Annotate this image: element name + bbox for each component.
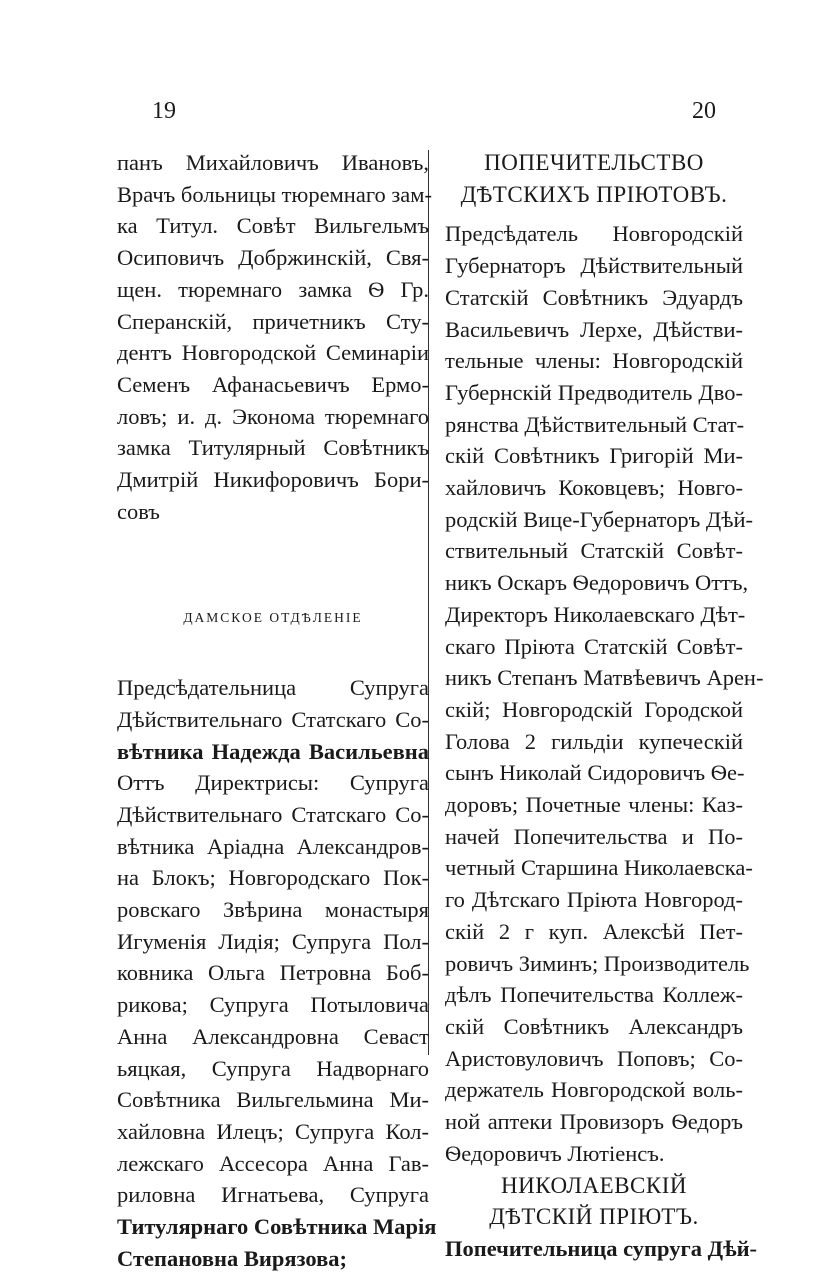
text-line: Предсѣдательница Супруга	[117, 675, 429, 701]
page-number-right: 20	[692, 98, 716, 124]
text-line: доровъ; Почетные члены: Каз-	[445, 792, 743, 818]
text-line: Губернаторъ Дѣйствительный	[445, 253, 743, 279]
text-line: ловъ; и. д. Эконома тюремнаго	[117, 403, 429, 429]
text-line: Совѣтника Вильгельмина Ми-	[117, 1087, 429, 1113]
text-line: ствительный Статскій Совѣт-	[445, 538, 743, 564]
text-line: ной аптеки Провизоръ Ѳедоръ	[445, 1109, 743, 1135]
text-line: ровичъ Зиминъ; Производитель	[445, 950, 750, 976]
text-line: никъ Степанъ Матвѣевичъ Арен-	[445, 665, 764, 691]
text-line: риловна Игнатьева, Супруга	[117, 1182, 429, 1208]
text-line: хайловичъ Коковцевъ; Новго-	[445, 475, 743, 501]
text-line: держатель Новгородской воль-	[445, 1077, 743, 1103]
heading-orphanage-line-1: НИКОЛАЕВСКІЙ	[500, 1172, 687, 1198]
page-number-left: 19	[152, 98, 176, 124]
text-line: Осиповичъ Добржинскій, Свя-	[117, 245, 429, 271]
text-line: скаго Пріюта Статскій Совѣт-	[445, 633, 743, 659]
text-line: Оттъ Директрисы: Супруга	[117, 770, 429, 796]
heading-orphanage-line-2: ДѢТСКІЙ ПРІЮТЪ.	[489, 1204, 699, 1230]
text-line: ка Титул. Совѣт Вильгельмъ	[117, 213, 429, 239]
text-line: вѣтника Аріадна Александров-	[117, 833, 429, 859]
section-title-ladies-department: ДАМСКОЕ ОТДѢЛЕНІЕ	[183, 610, 363, 626]
right-column	[445, 147, 764, 1265]
text-line: на Блокъ; Новгородскаго Пок-	[117, 865, 429, 891]
text-line: никъ Оскаръ Ѳедоровичъ Оттъ,	[445, 570, 749, 596]
text-line: ковника Ольга Петровна Боб-	[117, 960, 429, 986]
text-line: хайловна Илецъ; Супруга Кол-	[117, 1118, 429, 1144]
text-line: Ѳедоровичъ Лютіенсъ.	[445, 1140, 665, 1166]
text-line: совъ	[117, 498, 160, 524]
text-line: четный Старшина Николаевска-	[445, 855, 753, 881]
text-line: Голова 2 гильдіи купеческій	[445, 728, 743, 754]
text-line: вѣтника Надежда Васильевна	[117, 738, 429, 764]
text-line: Губернскій Предводитель Дво-	[445, 379, 743, 405]
text-line: Степановна Вирязова;	[117, 1245, 347, 1271]
left-paragraph-2	[117, 672, 437, 1274]
text-line: Предсѣдатель Новгородскій	[445, 221, 743, 247]
text-line: ьяцкая, Супруга Надворнаго	[117, 1055, 429, 1081]
text-line: панъ Михайловичъ Ивановъ,	[117, 150, 429, 175]
text-line: Директоръ Николаевскаго Дѣт-	[445, 601, 746, 627]
text-line: Статскій Совѣтникъ Эдуардъ	[445, 284, 743, 310]
text-line: замка Титулярный Совѣтникъ	[117, 435, 429, 461]
text-line: родскій Вице-Губернаторъ Дѣй-	[445, 506, 754, 532]
text-line: го Дѣтскаго Пріюта Новгород-	[445, 887, 743, 913]
heading-guardianship-line-1: ПОПЕЧИТЕЛЬСТВО	[484, 150, 704, 175]
text-line: рикова; Супруга Потыловича	[117, 992, 429, 1018]
text-line: Дѣйствительнаго Статскаго Со-	[117, 801, 429, 827]
text-line: скій Совѣтникъ Александръ	[445, 1013, 743, 1039]
text-line: щен. тюремнаго замка Ѳ Гр.	[117, 276, 429, 302]
text-line: дентъ Новгородской Семинаріи	[117, 340, 429, 366]
heading-guardianship-line-2: ДѢТСКИХЪ ПРІЮТОВЪ.	[460, 181, 728, 207]
left-paragraph-1	[117, 147, 432, 527]
text-line: Анна Александровна Севаст	[117, 1023, 429, 1049]
text-line: начей Попечительства и По-	[445, 823, 743, 849]
text-line: Семенъ Афанасьевичъ Ермо-	[117, 371, 429, 397]
text-line: скій Совѣтникъ Григорій Ми-	[445, 443, 743, 469]
text-line: скій 2 г куп. Алексѣй Пет-	[445, 918, 743, 944]
text-line: Дмитрій Никифоровичъ Бори-	[117, 467, 429, 493]
text-line: Игуменія Лидія; Супруга Пол-	[117, 928, 429, 954]
text-line: Врачъ больницы тюремнаго зам-	[117, 181, 432, 207]
right-paragraph-1	[445, 218, 764, 1169]
text-line: дѣлъ Попечительства Коллеж-	[445, 982, 743, 1008]
text-line: скій; Новгородскій Городской	[445, 696, 743, 722]
text-line: Попечительница супруга Дѣй-	[445, 1235, 758, 1261]
text-line: ровскаго Звѣрина монастыря	[117, 897, 429, 923]
text-line: Дѣйствительнаго Статскаго Со-	[117, 706, 429, 732]
text-line: Аристовуловичъ Поповъ; Со-	[445, 1045, 743, 1071]
text-line: тельные члены: Новгородскій	[445, 348, 743, 374]
text-line: Титулярнаго Совѣтника Марія	[117, 1214, 437, 1240]
text-line: сынъ Николай Сидоровичъ Ѳе-	[445, 760, 745, 786]
text-line: Васильевичъ Лерхе, Дѣйстви-	[445, 316, 743, 342]
left-column	[117, 147, 437, 1275]
text-line: Сперанскій, причетникъ Сту-	[117, 308, 429, 334]
text-line: лежскаго Ассесора Анна Гав-	[117, 1150, 429, 1176]
text-line: рянства Дѣйствительный Стат-	[445, 411, 745, 437]
